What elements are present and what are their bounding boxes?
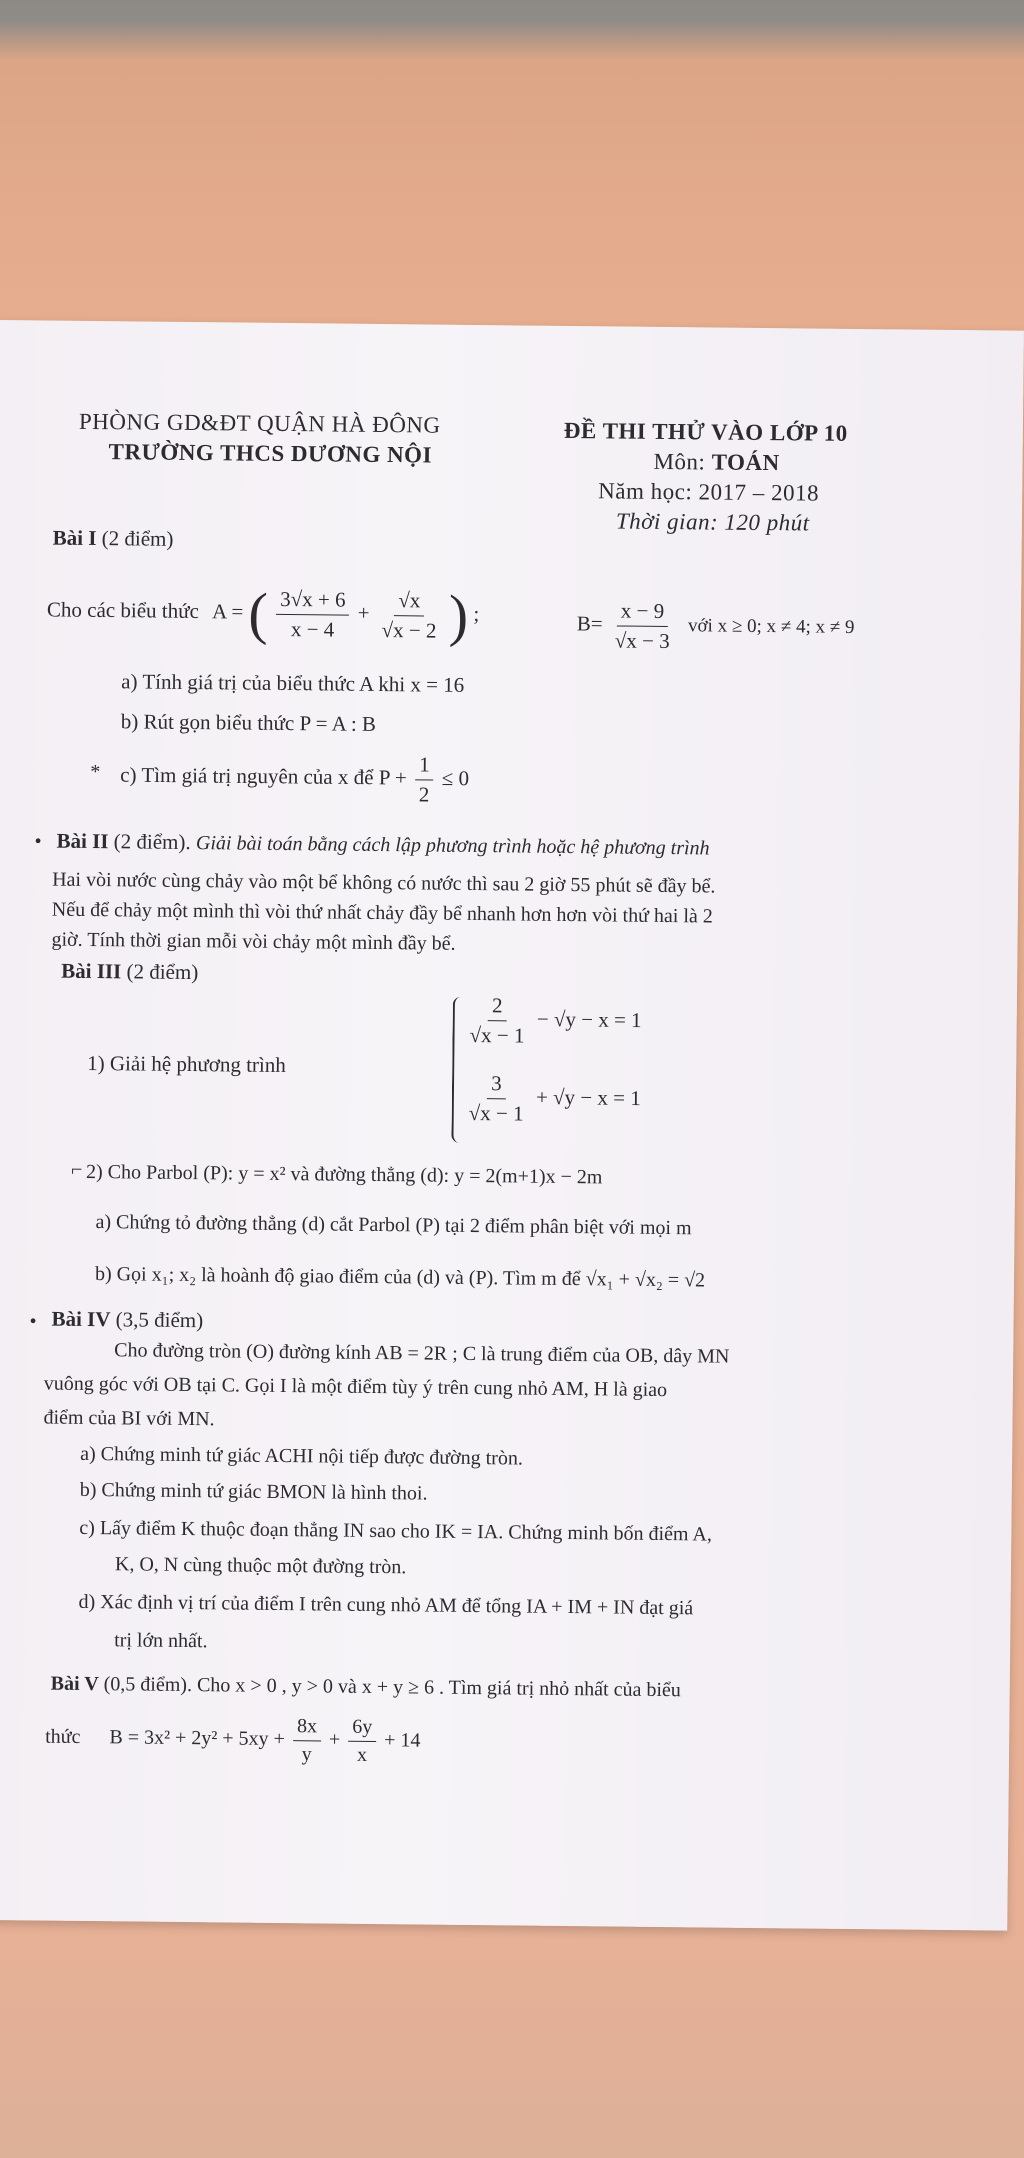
bai5-fraction-2 [348,1716,377,1767]
bai3-question-2: 2) Cho Parbol (P): y = x² và đường thẳng (d): y = 2(m+1)x − 2m [85,1160,603,1189]
A-fraction-1-numerator: 3√x + 6 [276,586,350,615]
B-fraction [611,598,674,654]
bai4-points: (3,5 điểm) [115,1307,204,1333]
bai1-question-a: a) Tính giá trị của biểu thức A khi x = 16 [121,669,465,697]
bai5-fraction-1 [293,1715,322,1766]
A-end: ; [473,601,480,626]
bai4-line-3: điểm của BI với MN. [43,1406,215,1431]
bai4-question-b: b) Chứng minh tứ giác BMON là hình thoi. [79,1478,428,1505]
bai5-f2-numerator: 6y [348,1716,376,1742]
eq2-numerator: 3 [487,1071,506,1099]
tick-mark: ⌐ [70,1158,83,1181]
bai2-points: (2 điểm). [113,829,191,855]
bai5-f1-numerator: 8x [293,1715,321,1741]
bai1-c-end: ≤ 0 [441,765,470,791]
bai3-points: (2 điểm) [126,959,199,985]
bai3-question-2a: a) Chứng tỏ đường thẳng (d) cắt Parbol (P) tại 2 điểm phân biệt với mọi m [95,1211,692,1240]
department-name: PHÒNG GD&ĐT QUẬN HÀ ĐÔNG [78,408,441,438]
eq2-denominator: √x − 1 [468,1100,524,1126]
dot-mark-bai4: • [29,1310,37,1333]
B-numerator: x − 9 [617,598,669,627]
bai4-line-1: Cho đường tròn (O) đường kính AB = 2R ; C là trung điểm của OB, dây MN [114,1339,730,1368]
bai3-question-1: 1) Giải hệ phương trình [87,1050,286,1078]
eq1-fraction [465,993,528,1049]
bai1-expression-B [577,598,855,656]
bai5-thuc: thức [45,1725,81,1749]
bai5-f2-denominator: x [356,1743,368,1766]
bai4-question-d-line-2: trị lớn nhất. [114,1629,208,1653]
bai5-f1-denominator: y [301,1743,312,1766]
bai3-title: Bài III [61,958,122,984]
bai5-points: (0,5 điểm). [103,1673,193,1697]
bai1-expression-A [46,580,480,648]
bai2-line-3: giờ. Tính thời gian mỗi vòi chảy một mình đầy bể. [51,928,456,955]
bai4-heading [51,1307,203,1334]
exam-duration: Thời gian: 120 phút [615,508,810,536]
bai1-c-text: c) Tìm giá trị nguyên của x để P + [120,762,407,790]
subject-label: Môn: [653,448,706,475]
bai1-condition: với x ≥ 0; x ≠ 4; x ≠ 9 [687,615,855,639]
A-plus: + [357,600,370,625]
bai1-points: (2 điểm) [101,526,174,551]
bai3-question-2b: b) Gọi x₁; x₂ là hoành độ giao điểm của (d) và (P). Tìm m để √x₁ + √x₂ = √2 [94,1263,706,1292]
B-denominator: √x − 3 [614,628,670,654]
A-fraction-1 [276,586,350,642]
bai1-title: Bài I [52,525,97,551]
exam-title: ĐỀ THI THỬ VÀO LỚP 10 [563,417,848,446]
bai5-title: Bài V [50,1672,99,1696]
eq1-numerator: 2 [488,993,507,1021]
subject-value: TOÁN [711,449,780,476]
bai4-title: Bài IV [51,1306,111,1332]
bai2-title: Bài II [56,828,109,854]
bai4-question-a: a) Chứng minh tứ giác ACHI nội tiếp được đường tròn. [80,1442,524,1470]
eq2-fraction [465,1071,528,1127]
bai1-c-fraction [415,752,434,807]
bai5-heading [51,1673,681,1703]
left-paren: ( [248,580,269,646]
bai2-line-1: Hai vòi nước cùng chảy vào một bể không có nước thì sau 2 giờ 55 phút sẽ đầy bể. [52,868,716,898]
bai5-line-1: Cho x > 0 , y > 0 và x + y ≥ 6 . Tìm giá trị nhỏ nhất của biểu [196,1674,681,1702]
bai2-line-2: Nếu để chảy một mình thì vòi thứ nhất chảy đầy bể nhanh hơn hơn vòi thứ hai là 2 [51,898,713,928]
bai5-expr-start: B = 3x² + 2y² + 5xy + [109,1726,286,1751]
bai2-instruction: Giải bài toán bằng cách lập phương trình hoặc hệ phương trình [195,832,710,860]
star-mark: * [90,760,101,784]
bai3-equation-2 [462,1071,642,1128]
school-name: TRƯỜNG THCS DƯƠNG NỘI [108,439,433,468]
A-fraction-2-numerator: √x [394,588,424,616]
right-paren: ) [448,582,469,648]
bai2-heading [56,829,709,861]
bai1-heading [53,526,174,552]
school-year: Năm học: 2017 – 2018 [598,478,820,506]
bai5-expr-end: + 14 [384,1729,421,1752]
bai1-intro: Cho các biểu thức [46,597,200,623]
bai5-plus: + [328,1728,341,1751]
A-fraction-2 [377,587,440,643]
bai4-question-d-line-1: d) Xác định vị trí của điểm I trên cung nhỏ AM để tổng IA + IM + IN đạt giá [78,1590,694,1620]
A-label: A = [212,599,244,624]
bai1-question-b: b) Rút gọn biểu thức P = A : B [120,709,377,736]
bai4-question-c-line-1: c) Lấy điểm K thuộc đoạn thẳng IN sao cho IK = IA. Chứng minh bốn điểm A, [79,1516,712,1546]
bai4-line-2: vuông góc với OB tại C. Gọi I là một điểm tùy ý trên cung nhỏ AM, H là giao [43,1372,668,1402]
bai5-expression [45,1713,421,1768]
A-fraction-2-denominator: √x − 2 [381,617,437,643]
eq2-rest: + √y − x = 1 [535,1084,641,1111]
B-label: B= [576,611,603,636]
dot-mark-bai2: • [34,830,42,853]
bai1-question-c [120,749,469,808]
eq1-denominator: √x − 1 [469,1022,525,1048]
bai3-equation-1 [462,993,642,1050]
bai4-question-c-line-2: K, O, N cùng thuộc một đường tròn. [114,1553,407,1579]
bai3-heading [61,959,198,985]
A-fraction-1-denominator: x − 4 [290,616,335,642]
bai1-c-numerator: 1 [415,752,434,780]
bai1-c-denominator: 2 [418,782,430,807]
exam-paper [0,320,1024,1931]
subject-line [653,449,779,476]
eq1-rest: − √y − x = 1 [536,1006,642,1033]
